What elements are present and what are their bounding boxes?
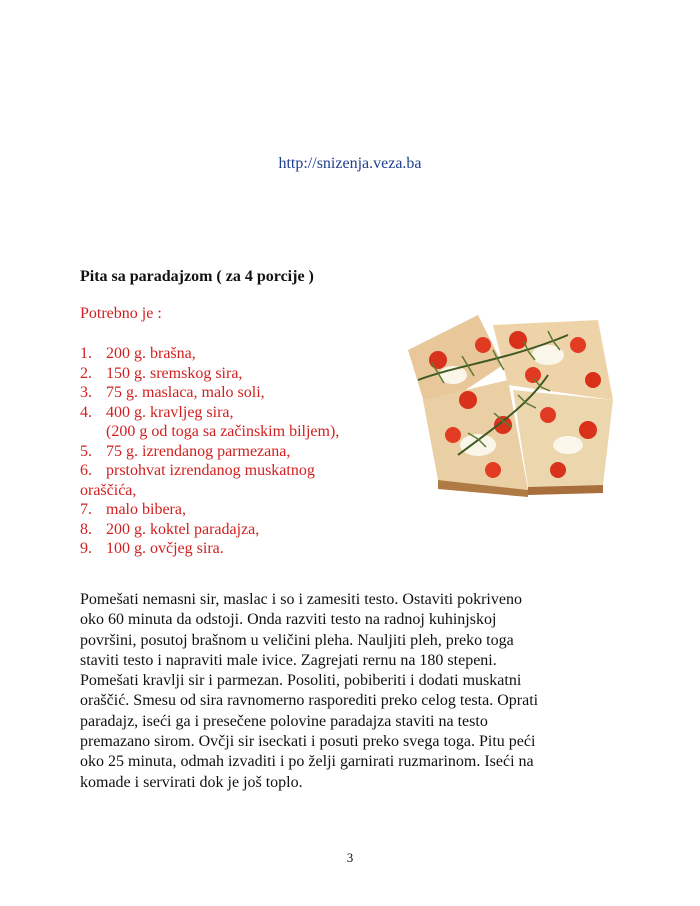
ingredient-item: 6. prstohvat izrendanog muskatnog [80,462,315,479]
source-url: http://snizenja.veza.ba [278,155,422,172]
ingredient-item: 3. 75 g. maslaca, malo soli, [80,384,265,401]
ingredient-item: 4. 400 g. kravljeg sira, [80,403,234,421]
page-number: 3 [346,850,354,865]
instruction-line: komade i servirati dok je još toplo. [80,773,303,791]
tomato-pie-photo [398,305,620,500]
ingredient-item: 8. 200 g. koktel paradajza, [80,520,260,538]
instruction-line: oko 60 minuta da odstoji. Onda razviti testo na radnoj kuhinjskoj [80,611,497,629]
ingredient-item: 1. 200 g. brašna, [80,345,196,362]
ingredients-heading: Potrebno je : [80,305,162,322]
ingredient-item-wrapped: oraščića, [80,481,137,499]
instruction-line: oko 25 minuta, odmah izvaditi i po želji garnirati ruzmarinom. Iseći na [80,753,534,771]
recipe-title: Pita sa paradajzom ( za 4 porcije ) [80,268,314,285]
instruction-line: staviti testo i napraviti male ivice. Zagrejati rernu na 180 stepeni. [80,651,497,669]
instruction-line: premazano sirom. Ovčji sir iseckati i posuti preko svega toga. Pitu peći [80,733,536,751]
ingredient-item: 7. malo bibera, [80,501,186,518]
instruction-line: oraščić. Smesu od sira ravnomerno rasporediti preko celog testa. Oprati [80,692,539,710]
ingredient-item: 5. 75 g. izrendanog parmezana, [80,442,291,460]
ingredient-item: 2. 150 g. sremskog sira, [80,364,243,382]
recipe-instructions [80,590,625,793]
instruction-line: površini, posutoj brašnom u veličini pleha. Nauljiti pleh, preko toga [80,631,514,649]
instruction-line: paradajz, iseći ga i presečene polovine paradajza staviti na testo [80,712,488,730]
ingredients-list [80,344,400,559]
instruction-line: Pomešati nemasni sir, maslac i so i zamesiti testo. Ostaviti pokriveno [80,591,522,608]
ingredient-item: 9. 100 g. ovčjeg sira. [80,540,224,557]
instruction-line: Pomešati kravlji sir i parmezan. Posoliti, pobiberiti i dodati muskatni [80,672,522,690]
ingredient-item-continued: (200 g od toga sa začinskim biljem), [106,423,340,440]
